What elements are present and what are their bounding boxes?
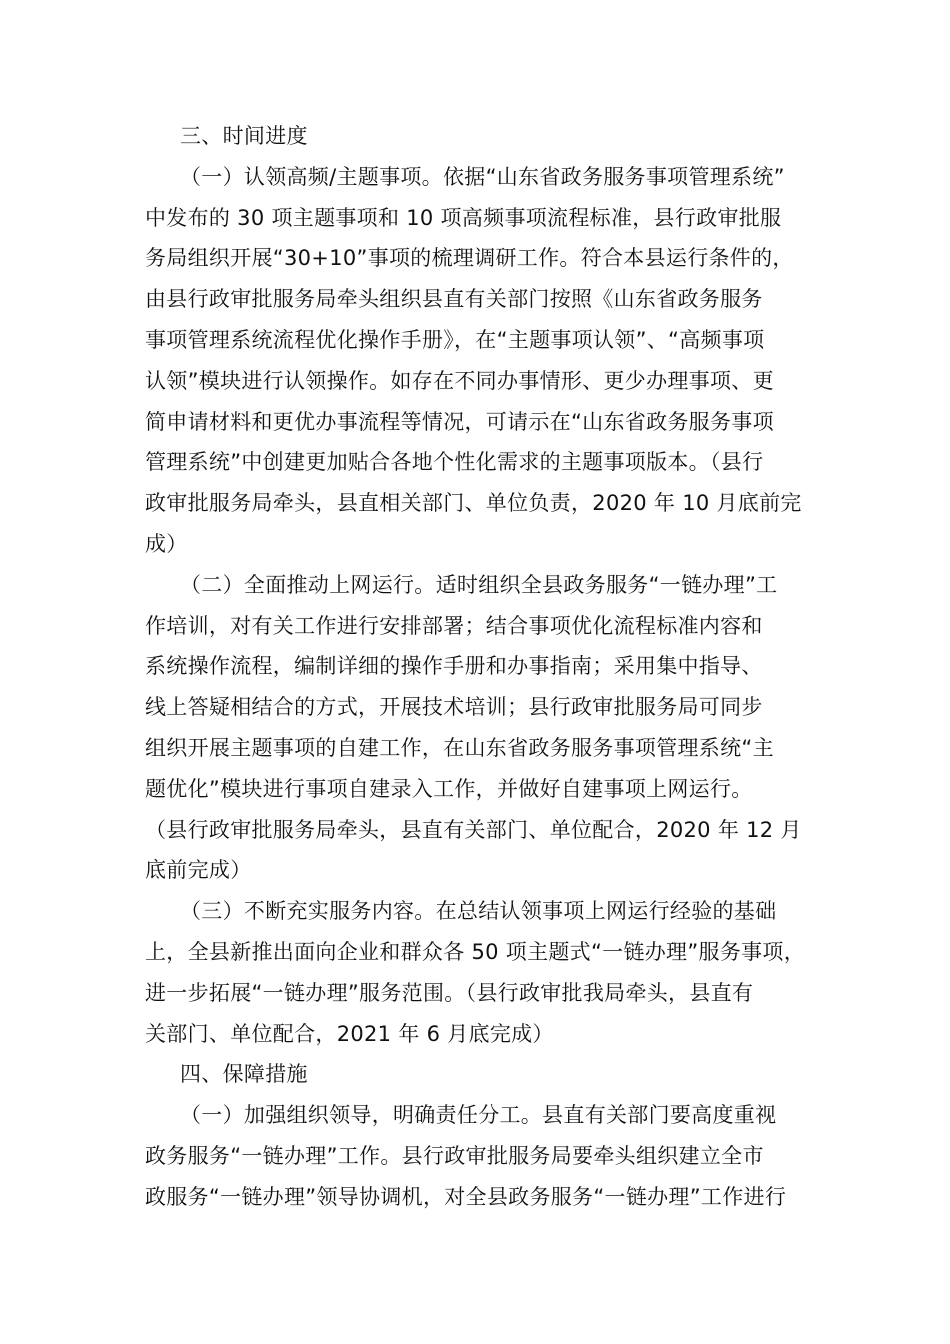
paragraph-line: 题优化”模块进行事项自建录入工作，并做好自建事项上网运行。	[145, 776, 753, 801]
paragraph-line: 事项管理系统流程优化操作手册》，在“主题事项认领”、“高频事项	[145, 327, 765, 352]
paragraph-line: 组织开展主题事项的自建工作，在山东省政务服务事项管理系统“主	[145, 735, 774, 760]
paragraph-line: （二）全面推动上网运行。适时组织全县政务服务“一链办理”工	[180, 572, 778, 597]
paragraph-line: （三）不断充实服务内容。在总结认领事项上网运行经验的基础	[180, 899, 777, 924]
paragraph-line: 务局组织开展“30+10”事项的梳理调研工作。符合本县运行条件的，	[145, 246, 794, 271]
paragraph-line: 政审批服务局牵头，县直相关部门、单位负责，2020 年 10 月底前完	[145, 491, 802, 516]
paragraph-line: 系统操作流程，编制详细的操作手册和办事指南；采用集中指导、	[145, 654, 763, 679]
document-body	[145, 116, 810, 1218]
paragraph-line: 上，全县新推出面向企业和群众各 50 项主题式“一链办理”服务事项，	[145, 939, 806, 964]
paragraph-line: （一）加强组织领导，明确责任分工。县直有关部门要高度重视	[180, 1103, 777, 1128]
section-heading-safeguards: 四、保障措施	[180, 1062, 308, 1087]
paragraph-line: 管理系统”中创建更加贴合各地个性化需求的主题事项版本。（县行	[145, 450, 764, 475]
paragraph-line: 底前完成）	[145, 858, 252, 883]
paragraph-line: 简申请材料和更优办事流程等情况，可请示在“山东省政务服务事项	[145, 409, 774, 434]
paragraph-line: 关部门、单位配合，2021 年 6 月底完成）	[145, 1021, 554, 1046]
paragraph-line: 政服务“一链办理”领导协调机，对全县政务服务“一链办理”工作进行	[145, 1184, 787, 1209]
paragraph-line: 线上答疑相结合的方式，开展技术培训；县行政审批服务局可同步	[145, 695, 763, 720]
paragraph-line: 政务服务“一链办理”工作。县行政审批服务局要牵头组织建立全市	[145, 1143, 764, 1168]
paragraph-line: 由县行政审批服务局牵头组织县直有关部门按照《山东省政务服务	[145, 287, 763, 312]
paragraph-line: （县行政审批服务局牵头，县直有关部门、单位配合，2020 年 12 月	[145, 817, 802, 842]
section-heading-schedule: 三、时间进度	[180, 124, 308, 148]
paragraph-line: 进一步拓展“一链办理”服务范围。（县行政审批我局牵头，县直有	[145, 980, 754, 1005]
paragraph-line: 中发布的 30 项主题事项和 10 项高频事项流程标准，县行政审批服	[145, 205, 782, 230]
paragraph-line: （一）认领高频/主题事项。依据“山东省政务服务事项管理系统”	[180, 164, 785, 189]
paragraph-line: 作培训，对有关工作进行安排部署；结合事项优化流程标准内容和	[145, 613, 763, 638]
paragraph-line: 成）	[145, 531, 188, 556]
paragraph-line: 认领”模块进行认领操作。如存在不同办事情形、更少办理事项、更	[145, 368, 774, 393]
